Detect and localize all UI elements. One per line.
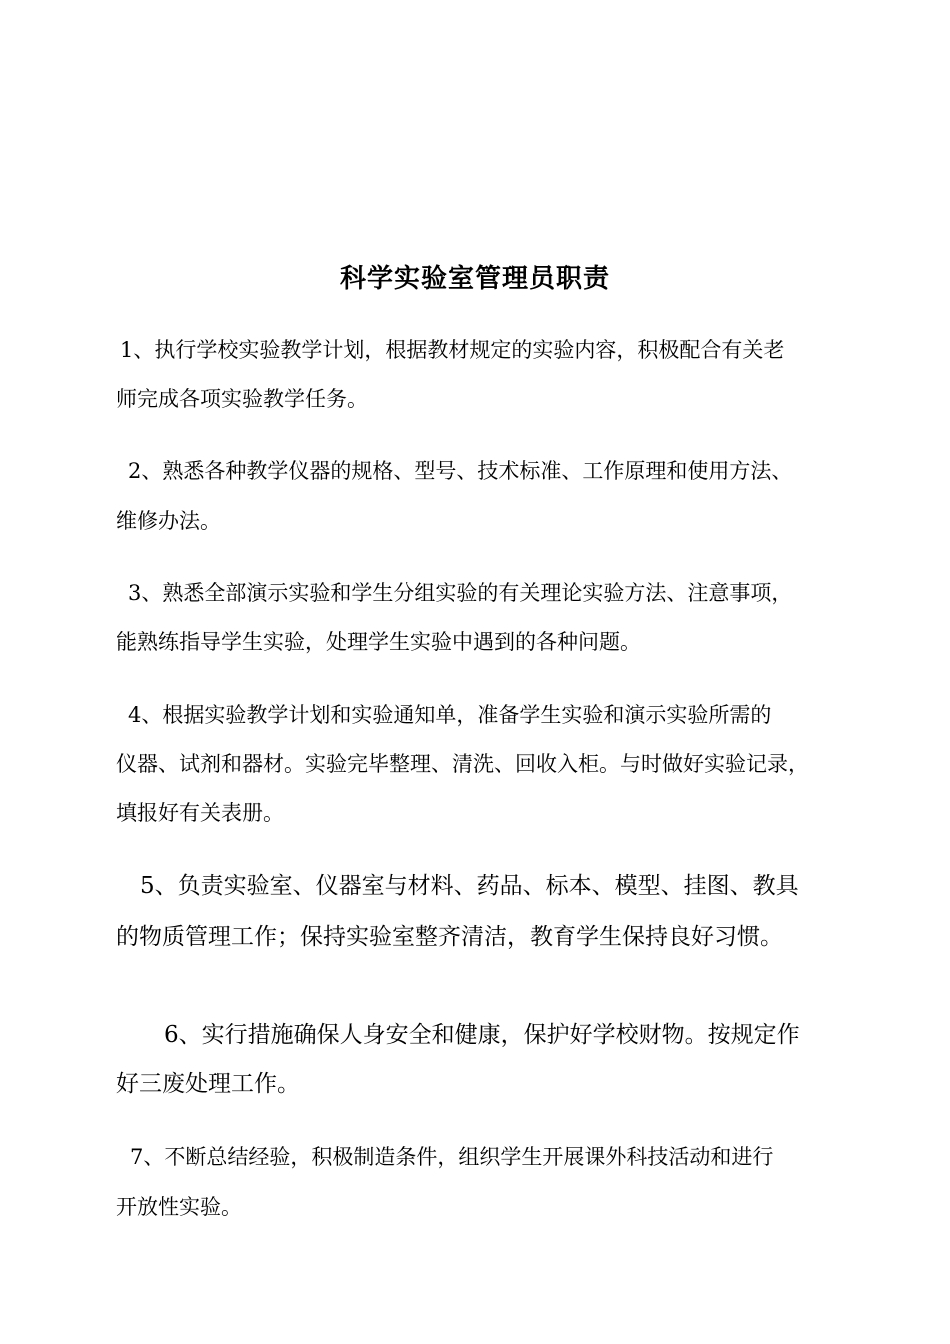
item-5-line-1: 5、负责实验室、仪器室与材料、药品、标本、模型、挂图、教具 xyxy=(140,873,799,899)
item-6-line-1: 6、实行措施确保人身安全和健康，保护好学校财物。按规定作 xyxy=(164,1022,800,1048)
item-7-line-2: 开放性实验。 xyxy=(116,1195,242,1219)
item-4-line-3: 填报好有关表册。 xyxy=(116,801,284,825)
document-title: 科学实验室管理员职责 xyxy=(339,264,610,294)
item-3-line-2: 能熟练指导学生实验，处理学生实验中遇到的各种问题。 xyxy=(116,630,641,654)
item-2-line-2: 维修办法。 xyxy=(116,509,221,533)
item-5-line-2: 的物质管理工作；保持实验室整齐清洁，教育学生保持良好习惯。 xyxy=(116,924,783,950)
item-3-line-1: 3、熟悉全部演示实验和学生分组实验的有关理论实验方法、注意事项， xyxy=(128,581,793,605)
item-7-line-1: 7、不断总结经验，积极制造条件，组织学生开展课外科技活动和进行 xyxy=(130,1145,774,1169)
item-4-line-2: 仪器、试剂和器材。实验完毕整理、清洗、回收入柜。与时做好实验记录， xyxy=(116,752,809,776)
item-1-line-1: 1、执行学校实验教学计划，根据教材规定的实验内容，积极配合有关老 xyxy=(120,338,785,362)
item-1-line-2: 师完成各项实验教学任务。 xyxy=(116,387,368,411)
item-6-line-2: 好三废处理工作。 xyxy=(116,1071,300,1097)
item-2-line-1: 2、熟悉各种教学仪器的规格、型号、技术标准、工作原理和使用方法、 xyxy=(128,459,793,483)
item-4-line-1: 4、根据实验教学计划和实验通知单，准备学生实验和演示实验所需的 xyxy=(128,703,772,727)
